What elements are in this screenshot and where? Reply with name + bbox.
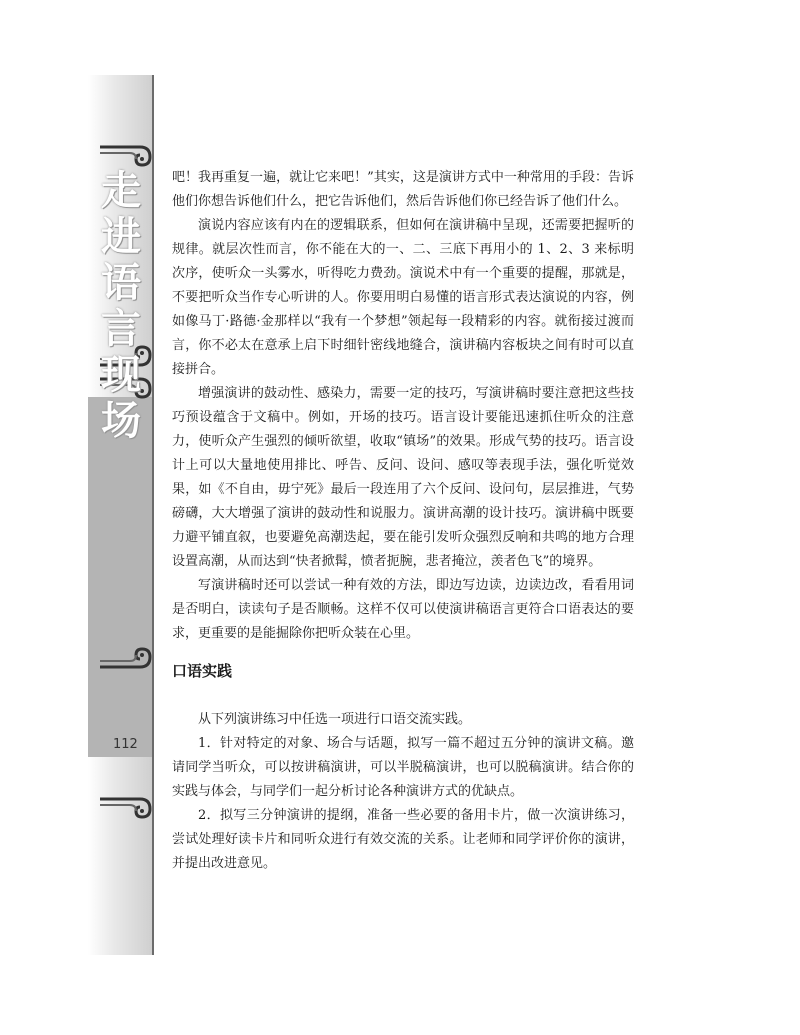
practice-item: 1．针对特定的对象、场合与话题，拟写一篇不超过五分钟的演讲文稿。邀请同学当听众，可以按讲稿演讲，可以半脱稿演讲，也可以脱稿演讲。结合你的实践与体会，与同学们一起分析讨论各种演讲方式的优缺点。 bbox=[172, 736, 634, 799]
title-char: 场 bbox=[101, 397, 141, 444]
practice-item: 2．拟写三分钟演讲的提纲，准备一些必要的备用卡片，做一次演讲练习，尝试处理好读卡片和同听众进行有效交流的关系。让老师和同学评价你的演讲，并提出改进意见。 bbox=[172, 808, 634, 871]
paragraph: 演说内容应该有内在的逻辑联系，但如何在演讲稿中呈现，还需要把握听的规律。就层次性而言，你不能在大的一、二、三底下再用小的 1、2、3 来标明次序，使听众一头雾水，听得吃力费劲。演说术中有一个重要的提醒，那就是，不要把听众当作专心听讲的人。你要用明白易懂的语言形式表达演说的内容，例如像马丁·路德·金那样以“我有一个梦想”领起每一段精彩的内容。就衔接过渡而言，你不必太在意承上启下时细针密线地缝合，演讲稿内容板块之间有时可以直接拼合。 bbox=[172, 218, 635, 377]
paragraph: 增强演讲的鼓动性、感染力，需要一定的技巧，写演讲稿时要注意把这些技巧预设蕴含于文稿中。例如，开场的技巧。语言设计要能迅速抓住听众的注意力，使听众产生强烈的倾听欲望，收取“镇场”的效果。形成气势的技巧。语言设计上可以大量地使用排比、呼告、反问、设问、感叹等表现手法，强化听觉效果，如《不自由，毋宁死》最后一段连用了六个反问、设问句，层层推进，气势磅礴，大大增强了演讲的鼓动性和说服力。演讲高潮的设计技巧。演讲稿中既要力避平铺直叙，也要避免高潮迭起，要在能引发听众强烈反响和共鸣的地方合理设置高潮，从而达到“快者掀髯，愤者扼腕，悲者掩泣，羡者色飞”的境界。 bbox=[172, 386, 634, 569]
paragraph: 吧！我再重复一遍，就让它来吧！”其实，这是演讲方式中一种常用的手段：告诉他们你想告诉他们什么，把它告诉他们，然后告诉他们你已经告诉了他们什么。 bbox=[172, 170, 634, 209]
sidebar-grey-panel bbox=[88, 397, 152, 757]
practice-intro: 从下列演讲练习中任选一项进行口语交流实践。 bbox=[198, 712, 472, 727]
body-text bbox=[172, 166, 634, 646]
sidebar-rule bbox=[152, 75, 154, 955]
page-number: 112 bbox=[113, 737, 138, 752]
title-char: 现 bbox=[101, 351, 141, 398]
ornament-bottom bbox=[100, 795, 152, 821]
practice-text bbox=[172, 708, 634, 876]
section-heading: 口语实践 bbox=[172, 662, 233, 680]
title-char: 语 bbox=[101, 259, 141, 306]
chapter-title-vertical bbox=[94, 168, 148, 444]
ornament-top bbox=[100, 143, 152, 169]
ornament-lower-upper bbox=[100, 645, 152, 671]
title-char: 言 bbox=[101, 305, 141, 352]
paragraph: 写演讲稿时还可以尝试一种有效的方法，即边写边读，边读边改，看看用词是否明白，读读句子是否顺畅。这样不仅可以使演讲稿语言更符合口语表达的要求，更重要的是能掘除你把听众装在心里。 bbox=[172, 578, 634, 641]
title-char: 走 bbox=[101, 167, 141, 214]
title-char: 进 bbox=[101, 213, 141, 260]
